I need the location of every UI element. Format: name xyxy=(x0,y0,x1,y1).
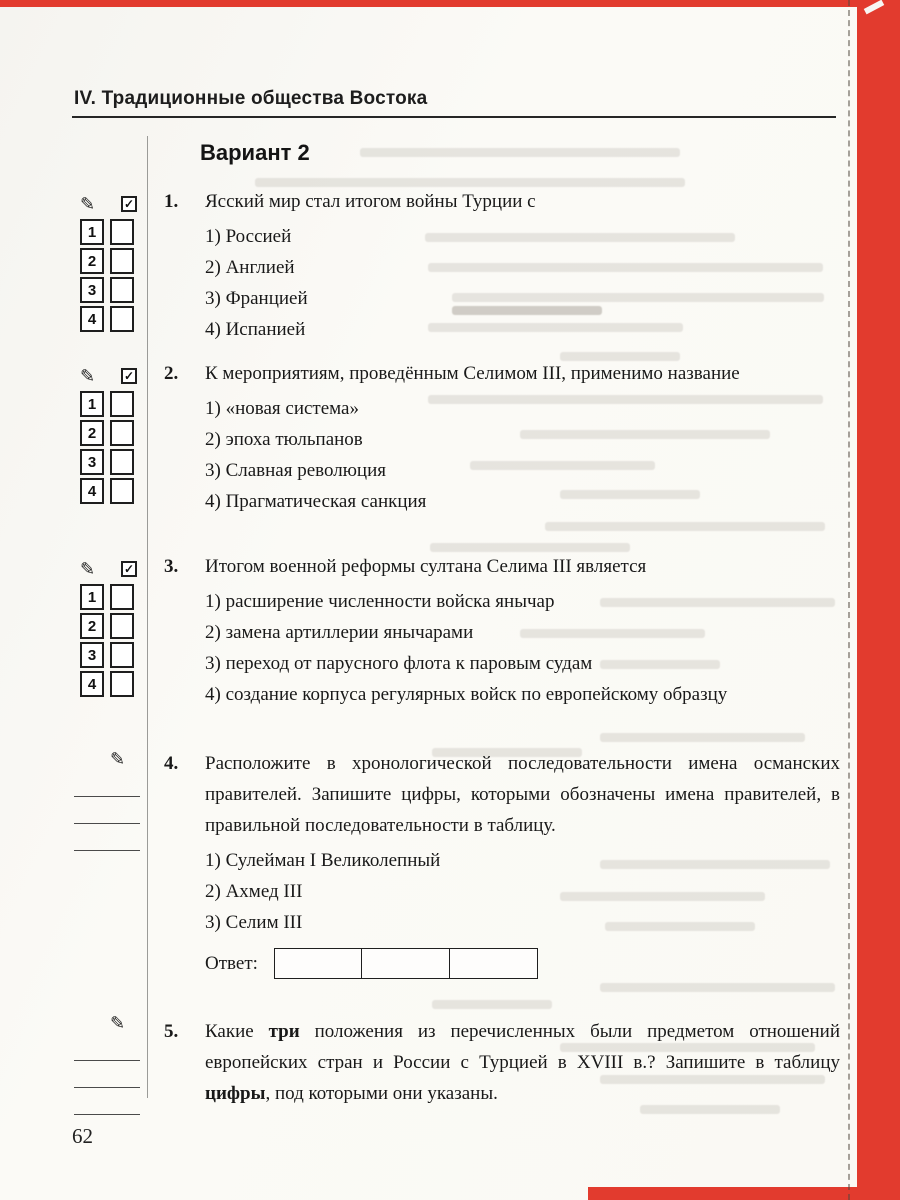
option: 2) замена артиллерии янычарами xyxy=(205,622,474,643)
answer-table-cell xyxy=(274,948,362,979)
answer-grid-q2 xyxy=(80,366,137,507)
pencil-icon: ✎ xyxy=(80,194,96,214)
answer-line xyxy=(74,1114,140,1115)
pencil-icon: ✎ xyxy=(110,749,126,769)
grid-answer-cell xyxy=(110,248,134,274)
grid-row xyxy=(80,478,137,504)
pencil-icon: ✎ xyxy=(110,1013,126,1033)
options-list xyxy=(205,586,840,710)
option: 3) переход от парусного флота к паровым судам xyxy=(205,653,593,674)
grid-number-cell: 3 xyxy=(80,642,104,668)
scan-border-bottom xyxy=(588,1187,900,1200)
grid-row xyxy=(80,277,137,303)
grid-number-cell: 4 xyxy=(80,671,104,697)
grid-row xyxy=(80,248,137,274)
question-text: Расположите в хронологической последовательности имена османских правителей. Запишите цифры, которыми обозначены имена правителей, в правильной последовательности в таблицу. xyxy=(205,753,840,836)
answer-table-cell xyxy=(450,948,538,979)
option: 2) Англией xyxy=(205,257,295,278)
option: 1) Россией xyxy=(205,226,292,247)
question-body xyxy=(205,551,840,710)
options-list xyxy=(205,393,840,517)
grid-number-cell: 4 xyxy=(80,478,104,504)
grid-answer-cell xyxy=(110,642,134,668)
option: 4) Прагматическая санкция xyxy=(205,491,427,512)
answer-line xyxy=(74,850,140,851)
content-divider-line xyxy=(147,136,148,1098)
grid-answer-cell xyxy=(110,613,134,639)
grid-answer-cell xyxy=(110,671,134,697)
options-list xyxy=(205,221,840,345)
pencil-icon: ✎ xyxy=(80,559,96,579)
page-number: 62 xyxy=(72,1124,93,1148)
question-text: Какие три положения из перечисленных были предметом отношений европейских стран и России с Турцией в XVIII в.? Запишите в таблицу цифры, под которыми они указаны. xyxy=(205,1021,840,1104)
grid-number-cell: 3 xyxy=(80,277,104,303)
grid-number-cell: 2 xyxy=(80,613,104,639)
checkbox-icon: ✓ xyxy=(121,196,137,212)
bleedthrough-line xyxy=(545,522,825,531)
grid-number-cell: 2 xyxy=(80,248,104,274)
grid-row xyxy=(80,306,137,332)
bleedthrough-line xyxy=(432,1000,552,1009)
grid-number-cell: 3 xyxy=(80,449,104,475)
pencil-icon: ✎ xyxy=(80,366,96,386)
question-number: 3. xyxy=(164,556,179,577)
question-2 xyxy=(162,358,840,517)
grid-number-cell: 1 xyxy=(80,219,104,245)
option: 1) расширение численности войска янычар xyxy=(205,591,555,612)
grid-row xyxy=(80,671,137,697)
option: 2) эпоха тюльпанов xyxy=(205,429,363,450)
grid-number-cell: 1 xyxy=(80,391,104,417)
grid-row xyxy=(80,642,137,668)
grid-row xyxy=(80,219,137,245)
grid-row xyxy=(80,584,137,610)
option: 4) создание корпуса регулярных войск по европейскому образцу xyxy=(205,684,728,705)
question-number: 4. xyxy=(164,753,179,774)
write-block-q5 xyxy=(74,1014,140,1115)
option: 2) Ахмед III xyxy=(205,881,303,902)
question-number: 5. xyxy=(164,1021,179,1042)
question-body xyxy=(205,748,840,979)
grid-answer-cell xyxy=(110,219,134,245)
grid-number-cell: 2 xyxy=(80,420,104,446)
question-text: Ясский мир стал итогом войны Турции с xyxy=(205,191,536,212)
grid-row xyxy=(80,613,137,639)
options-list xyxy=(205,845,840,938)
question-3 xyxy=(162,551,840,710)
option: 3) Селим III xyxy=(205,912,303,933)
grid-answer-cell xyxy=(110,420,134,446)
grid-number-cell: 4 xyxy=(80,306,104,332)
question-body xyxy=(205,1016,840,1109)
variant-title: Вариант 2 xyxy=(200,140,310,165)
section-header: IV. Традиционные общества Востока xyxy=(74,88,428,109)
answer-grid-q1 xyxy=(80,194,137,335)
answer-line xyxy=(74,823,140,824)
option: 3) Славная революция xyxy=(205,460,387,481)
checkbox-icon: ✓ xyxy=(121,561,137,577)
grid-answer-cell xyxy=(110,478,134,504)
answer-label: Ответ: xyxy=(205,952,258,974)
answer-line xyxy=(74,796,140,797)
grid-row xyxy=(80,449,137,475)
question-text: Итогом военной реформы султана Селима III является xyxy=(205,556,647,577)
question-1 xyxy=(162,186,840,345)
answer-grid-head xyxy=(80,194,137,214)
question-4 xyxy=(162,748,840,979)
option: 3) Францией xyxy=(205,288,308,309)
bleedthrough-line xyxy=(360,148,680,157)
grid-answer-cell xyxy=(110,277,134,303)
grid-answer-cell xyxy=(110,391,134,417)
answer-table-cell xyxy=(362,948,450,979)
scan-border-right xyxy=(857,0,900,1200)
checkbox-icon: ✓ xyxy=(121,368,137,384)
question-5 xyxy=(162,1016,840,1109)
option: 1) Сулейман I Великолепный xyxy=(205,850,441,871)
scan-border-top xyxy=(0,0,900,7)
answer-row xyxy=(205,948,840,979)
page-edge-cut-line xyxy=(848,0,850,1200)
grid-answer-cell xyxy=(110,306,134,332)
grid-row xyxy=(80,391,137,417)
question-text: К мероприятиям, проведённым Селимом III, применимо название xyxy=(205,363,740,384)
option: 1) «новая система» xyxy=(205,398,359,419)
option: 4) Испанией xyxy=(205,319,306,340)
grid-answer-cell xyxy=(110,584,134,610)
bleedthrough-line xyxy=(600,733,805,742)
answer-table xyxy=(274,948,538,979)
answer-line xyxy=(74,1060,140,1061)
question-number: 2. xyxy=(164,363,179,384)
answer-grid-head xyxy=(80,366,137,386)
question-body xyxy=(205,186,840,345)
question-body xyxy=(205,358,840,517)
answer-grid-q3 xyxy=(80,559,137,700)
grid-number-cell: 1 xyxy=(80,584,104,610)
grid-answer-cell xyxy=(110,449,134,475)
answer-line xyxy=(74,1087,140,1088)
write-block-q4 xyxy=(74,750,140,851)
grid-row xyxy=(80,420,137,446)
bleedthrough-line xyxy=(600,983,835,992)
header-underline xyxy=(72,116,836,118)
answer-grid-head xyxy=(80,559,137,579)
question-number: 1. xyxy=(164,191,179,212)
